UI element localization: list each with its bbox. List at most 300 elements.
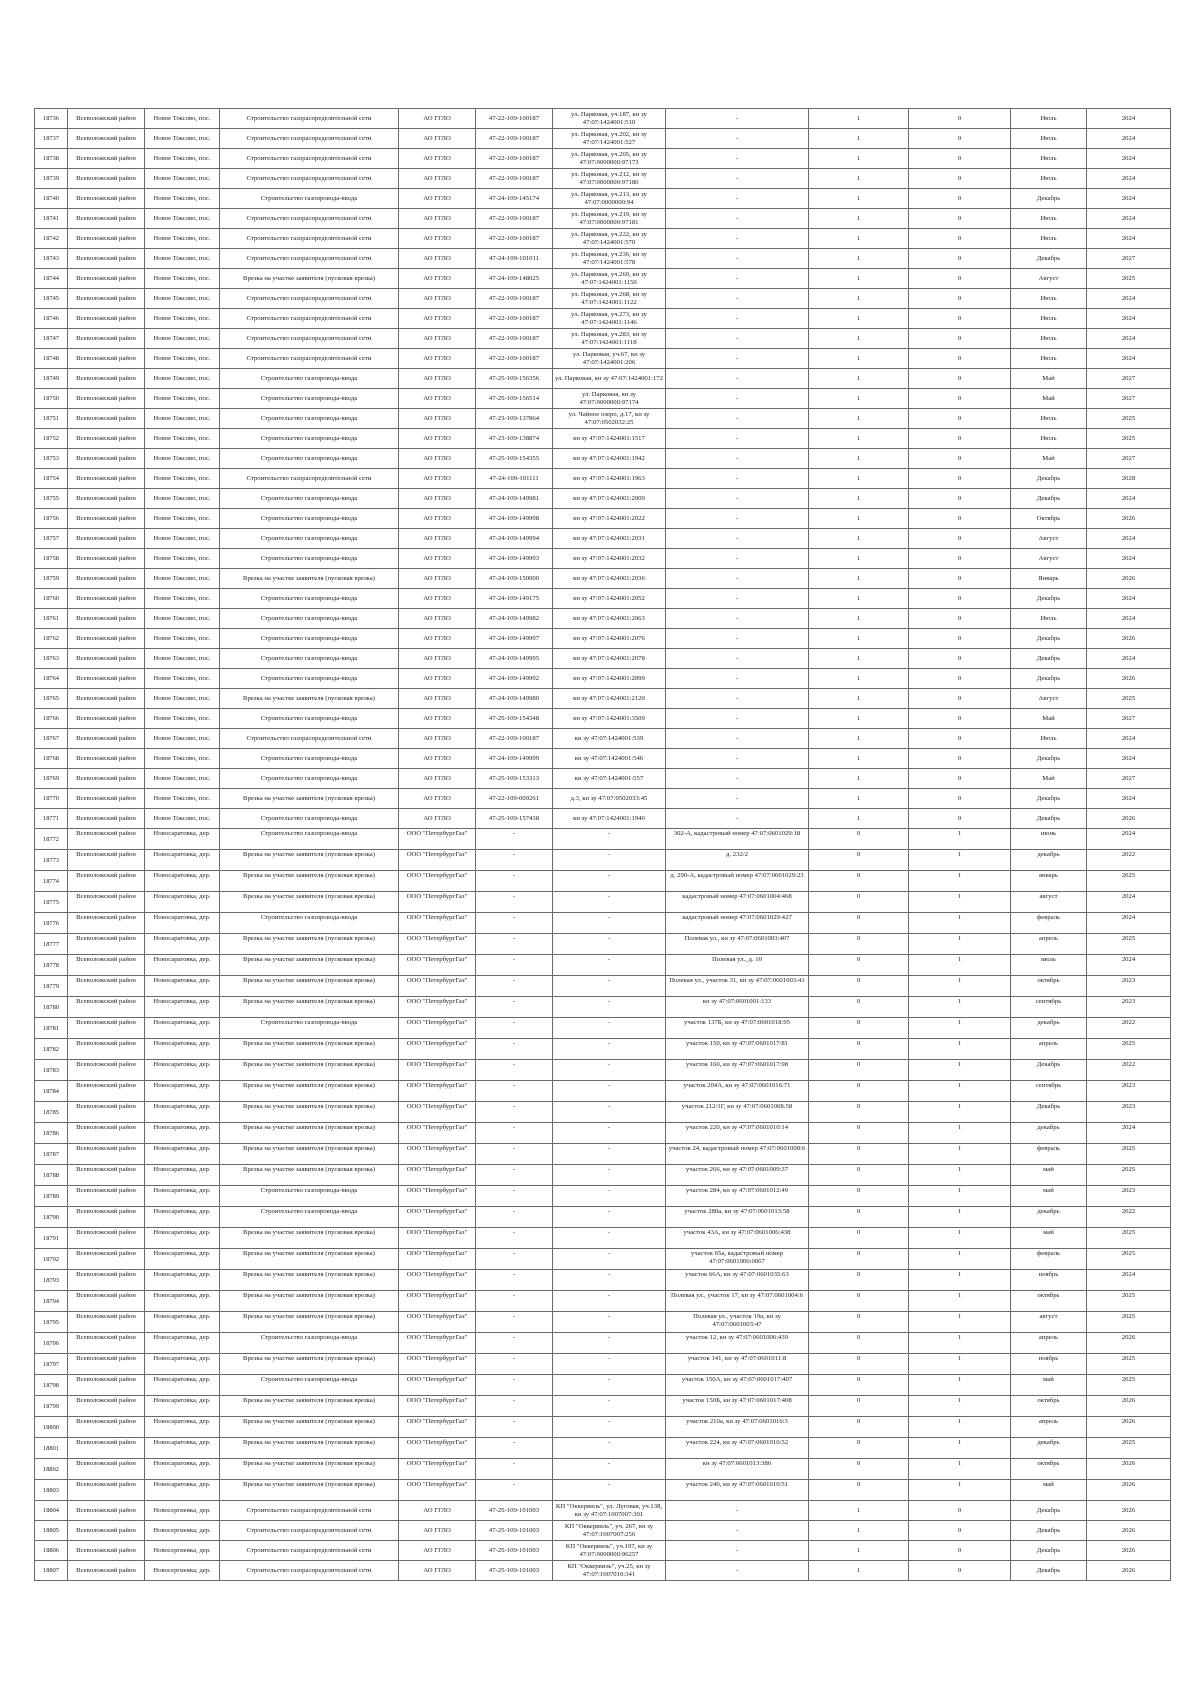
cell-application-number: - xyxy=(476,1228,553,1249)
cell-settlement: Новое Токсово, пос. xyxy=(145,809,220,829)
cell-district: Всеволожский район xyxy=(68,609,145,629)
cell-cadastral-address: участок 150Б, кн зу 47:07:0601017:408 xyxy=(666,1396,809,1417)
cell-count-a: 0 xyxy=(809,1144,909,1165)
cell-cadastral-address: участок 66А, кн зу 47:07:0601035:63 xyxy=(666,1270,809,1291)
cell-organization: АО ГГЛО xyxy=(399,209,476,229)
table-row xyxy=(35,1480,1171,1501)
cell-organization: АО ГГЛО xyxy=(399,449,476,469)
cell-application-number: - xyxy=(476,1207,553,1228)
cell-year: 2022 xyxy=(1087,1060,1171,1081)
table-row xyxy=(35,913,1171,934)
cell-month: Декабрь xyxy=(1011,789,1087,809)
cell-year: 2024 xyxy=(1087,609,1171,629)
table-row xyxy=(35,1144,1171,1165)
table-row xyxy=(35,609,1171,629)
cell-cadastral-address: - xyxy=(666,789,809,809)
cell-row-number: 18746 xyxy=(35,309,68,329)
cell-organization: АО ГГЛО xyxy=(399,729,476,749)
cell-count-a: 0 xyxy=(809,1102,909,1123)
table-row xyxy=(35,549,1171,569)
cell-work-type: Строительство газораспределительной сети xyxy=(220,229,399,249)
cell-count-b: 1 xyxy=(909,1459,1011,1480)
cell-district: Всеволожский район xyxy=(68,1417,145,1438)
cell-month: декабрь xyxy=(1011,1018,1087,1039)
table-row xyxy=(35,1354,1171,1375)
cell-organization: АО ГГЛО xyxy=(399,409,476,429)
cell-settlement: Новое Токсово, пос. xyxy=(145,329,220,349)
cell-month: май xyxy=(1011,1375,1087,1396)
cell-settlement: Новое Токсово, пос. xyxy=(145,789,220,809)
cell-application-number: - xyxy=(476,1081,553,1102)
cell-year: 2026 xyxy=(1087,669,1171,689)
cell-month: Январь xyxy=(1011,569,1087,589)
cell-year: 2022 xyxy=(1087,1018,1171,1039)
cell-row-number: 18760 xyxy=(35,589,68,609)
cell-work-type: Врезка на участке заявителя (пусковая врезка) xyxy=(220,1228,399,1249)
cell-year: 2026 xyxy=(1087,1541,1171,1561)
cell-address: кн зу 47:07:1424001:546 xyxy=(553,749,666,769)
cell-address: кн зу 47:07:1424001:3509 xyxy=(553,709,666,729)
cell-organization: ООО "ПетербургГаз" xyxy=(399,1186,476,1207)
cell-count-a: 0 xyxy=(809,1186,909,1207)
cell-month: август xyxy=(1011,892,1087,913)
cell-district: Всеволожский район xyxy=(68,309,145,329)
cell-month: ноябрь xyxy=(1011,1270,1087,1291)
cell-work-type: Строительство газораспределительной сети xyxy=(220,289,399,309)
cell-count-a: 1 xyxy=(809,329,909,349)
cell-cadastral-address: кн зу 47:07:0601001:133 xyxy=(666,997,809,1018)
cell-district: Всеволожский район xyxy=(68,649,145,669)
cell-application-number: 47-22-109-100187 xyxy=(476,329,553,349)
cell-district: Всеволожский район xyxy=(68,369,145,389)
cell-district: Всеволожский район xyxy=(68,229,145,249)
cell-application-number: 47-22-109-100187 xyxy=(476,109,553,129)
cell-count-b: 0 xyxy=(909,349,1011,369)
cell-cadastral-address: - xyxy=(666,469,809,489)
cell-settlement: Новое Токсово, пос. xyxy=(145,489,220,509)
table-row xyxy=(35,729,1171,749)
cell-address: ул. Парковая, уч.219, кн зу 47:07:0000000:97181 xyxy=(553,209,666,229)
cell-count-a: 0 xyxy=(809,1249,909,1270)
table-row xyxy=(35,329,1171,349)
cell-cadastral-address: - xyxy=(666,549,809,569)
cell-application-number: 47-25-109-153313 xyxy=(476,769,553,789)
cell-work-type: Строительство газопровода-ввода xyxy=(220,1375,399,1396)
cell-settlement: Новое Токсово, пос. xyxy=(145,709,220,729)
cell-cadastral-address: 302-А, кадастровый номер 47:07:0601029:18 xyxy=(666,829,809,850)
cell-month: апрель xyxy=(1011,1333,1087,1354)
cell-district: Всеволожский район xyxy=(68,209,145,229)
cell-count-a: 1 xyxy=(809,409,909,429)
cell-month: Декабрь xyxy=(1011,1501,1087,1521)
cell-month: Декабрь xyxy=(1011,749,1087,769)
cell-cadastral-address: - xyxy=(666,1541,809,1561)
cell-row-number: 18750 xyxy=(35,389,68,409)
cell-month: январь xyxy=(1011,871,1087,892)
cell-cadastral-address: - xyxy=(666,729,809,749)
cell-organization: АО ГГЛО xyxy=(399,509,476,529)
cell-row-number: 18753 xyxy=(35,449,68,469)
cell-district: Всеволожский район xyxy=(68,1270,145,1291)
cell-organization: АО ГГЛО xyxy=(399,109,476,129)
cell-application-number: 47-24-109-149992 xyxy=(476,669,553,689)
cell-organization: ООО "ПетербургГаз" xyxy=(399,934,476,955)
cell-application-number: - xyxy=(476,1144,553,1165)
cell-settlement: Новосаратовка, дер. xyxy=(145,1438,220,1459)
cell-cadastral-address: кадастровый номер 47:07:0601004:468 xyxy=(666,892,809,913)
cell-district: Всеволожский район xyxy=(68,1249,145,1270)
table-row xyxy=(35,829,1171,850)
cell-organization: ООО "ПетербургГаз" xyxy=(399,1396,476,1417)
cell-work-type: Врезка на участке заявителя (пусковая врезка) xyxy=(220,1270,399,1291)
cell-count-b: 1 xyxy=(909,1186,1011,1207)
cell-settlement: Новосаратовка, дер. xyxy=(145,1165,220,1186)
table-row xyxy=(35,1249,1171,1270)
cell-settlement: Новое Токсово, пос. xyxy=(145,529,220,549)
cell-cadastral-address: - xyxy=(666,649,809,669)
cell-year: 2025 xyxy=(1087,1291,1171,1312)
cell-application-number: 47-25-109-154355 xyxy=(476,449,553,469)
cell-month: Декабрь xyxy=(1011,669,1087,689)
cell-row-number: 18794 xyxy=(35,1291,68,1312)
cell-count-b: 0 xyxy=(909,649,1011,669)
cell-cadastral-address: - xyxy=(666,569,809,589)
cell-month: Июль xyxy=(1011,609,1087,629)
cell-settlement: Новосаратовка, дер. xyxy=(145,892,220,913)
cell-row-number: 18786 xyxy=(35,1123,68,1144)
table-row xyxy=(35,850,1171,871)
cell-year: 2028 xyxy=(1087,469,1171,489)
cell-count-a: 1 xyxy=(809,629,909,649)
cell-count-a: 0 xyxy=(809,1018,909,1039)
cell-count-b: 0 xyxy=(909,549,1011,569)
cell-organization: АО ГГЛО xyxy=(399,1541,476,1561)
cell-count-b: 1 xyxy=(909,934,1011,955)
table-row xyxy=(35,629,1171,649)
cell-count-a: 1 xyxy=(809,529,909,549)
cell-address: - xyxy=(553,1123,666,1144)
cell-work-type: Строительство газопровода-ввода xyxy=(220,749,399,769)
cell-count-a: 0 xyxy=(809,1207,909,1228)
cell-row-number: 18791 xyxy=(35,1228,68,1249)
cell-cadastral-address: Полевая ул., участок 17, кн зу 47:07:0601004:6 xyxy=(666,1291,809,1312)
cell-row-number: 18783 xyxy=(35,1060,68,1081)
cell-count-b: 1 xyxy=(909,1270,1011,1291)
cell-month: Июль xyxy=(1011,229,1087,249)
cell-address: ул. Парковая, кн зу 47:07:0000000:97174 xyxy=(553,389,666,409)
cell-district: Всеволожский район xyxy=(68,469,145,489)
cell-organization: ООО "ПетербургГаз" xyxy=(399,1249,476,1270)
cell-count-b: 1 xyxy=(909,1396,1011,1417)
cell-district: Всеволожский район xyxy=(68,1459,145,1480)
cell-month: Декабрь xyxy=(1011,249,1087,269)
cell-work-type: Строительство газопровода-ввода xyxy=(220,589,399,609)
cell-settlement: Новосаратовка, дер. xyxy=(145,829,220,850)
cell-settlement: Новосаратовка, дер. xyxy=(145,1039,220,1060)
cell-month: Декабрь xyxy=(1011,629,1087,649)
cell-district: Всеволожский район xyxy=(68,1081,145,1102)
cell-row-number: 18803 xyxy=(35,1480,68,1501)
table-row xyxy=(35,1270,1171,1291)
cell-count-a: 1 xyxy=(809,429,909,449)
cell-cadastral-address: - xyxy=(666,289,809,309)
cell-address: кн зу 47:07:1424001:539 xyxy=(553,729,666,749)
cell-application-number: 47-22-109-009261 xyxy=(476,789,553,809)
cell-month: декабрь xyxy=(1011,1207,1087,1228)
cell-address: - xyxy=(553,955,666,976)
cell-cadastral-address: участок 43А, кн зу 47:07:0601006:438 xyxy=(666,1228,809,1249)
cell-application-number: - xyxy=(476,1354,553,1375)
table-row xyxy=(35,976,1171,997)
cell-work-type: Строительство газопровода-ввода xyxy=(220,1207,399,1228)
cell-organization: АО ГГЛО xyxy=(399,569,476,589)
cell-work-type: Врезка на участке заявителя (пусковая врезка) xyxy=(220,1249,399,1270)
cell-settlement: Новосергиевка, дер. xyxy=(145,1521,220,1541)
cell-year: 2023 xyxy=(1087,1186,1171,1207)
cell-count-a: 1 xyxy=(809,509,909,529)
cell-district: Всеволожский район xyxy=(68,1501,145,1521)
cell-work-type: Строительство газопровода-ввода xyxy=(220,809,399,829)
cell-row-number: 18795 xyxy=(35,1312,68,1333)
table-row xyxy=(35,1333,1171,1354)
cell-count-a: 0 xyxy=(809,1417,909,1438)
cell-count-a: 1 xyxy=(809,669,909,689)
cell-cadastral-address: - xyxy=(666,109,809,129)
cell-row-number: 18798 xyxy=(35,1375,68,1396)
cell-district: Всеволожский район xyxy=(68,109,145,129)
cell-month: май xyxy=(1011,1228,1087,1249)
cell-address: кн зу 47:07:1424001:2063 xyxy=(553,609,666,629)
cell-month: Июль xyxy=(1011,729,1087,749)
cell-application-number: 47-22-109-100187 xyxy=(476,149,553,169)
cell-cadastral-address: Полевая ул., д. 10 xyxy=(666,955,809,976)
cell-count-a: 1 xyxy=(809,709,909,729)
cell-address: кн зу 47:07:1424001:1942 xyxy=(553,449,666,469)
cell-count-a: 1 xyxy=(809,389,909,409)
cell-settlement: Новосергиевка, дер. xyxy=(145,1501,220,1521)
table-row xyxy=(35,269,1171,289)
cell-count-b: 0 xyxy=(909,189,1011,209)
cell-settlement: Новое Токсово, пос. xyxy=(145,589,220,609)
cell-application-number: 47-24-109-101111 xyxy=(476,469,553,489)
cell-organization: АО ГГЛО xyxy=(399,309,476,329)
cell-year: 2024 xyxy=(1087,1270,1171,1291)
cell-organization: АО ГГЛО xyxy=(399,1521,476,1541)
cell-year: 2024 xyxy=(1087,913,1171,934)
cell-work-type: Врезка на участке заявителя (пусковая врезка) xyxy=(220,1123,399,1144)
cell-count-a: 0 xyxy=(809,1396,909,1417)
cell-address: КП "Оккервиль", ул. Луговая, уч.138, кн зу 47:07:1007007:301 xyxy=(553,1501,666,1521)
cell-month: Октябрь xyxy=(1011,509,1087,529)
cell-settlement: Новосаратовка, дер. xyxy=(145,850,220,871)
table-row xyxy=(35,1186,1171,1207)
cell-work-type: Врезка на участке заявителя (пусковая врезка) xyxy=(220,1060,399,1081)
cell-address: - xyxy=(553,1354,666,1375)
cell-count-b: 0 xyxy=(909,789,1011,809)
cell-year: 2024 xyxy=(1087,209,1171,229)
cell-count-a: 0 xyxy=(809,1312,909,1333)
cell-settlement: Новосаратовка, дер. xyxy=(145,1102,220,1123)
cell-count-a: 1 xyxy=(809,469,909,489)
cell-address: - xyxy=(553,976,666,997)
cell-organization: ООО "ПетербургГаз" xyxy=(399,997,476,1018)
cell-district: Всеволожский район xyxy=(68,892,145,913)
cell-district: Всеволожский район xyxy=(68,1165,145,1186)
cell-cadastral-address: участок 150, кн зу 47:07:0601017:81 xyxy=(666,1039,809,1060)
cell-row-number: 18799 xyxy=(35,1396,68,1417)
cell-settlement: Новое Токсово, пос. xyxy=(145,769,220,789)
cell-row-number: 18765 xyxy=(35,689,68,709)
cell-cadastral-address: - xyxy=(666,309,809,329)
table-row xyxy=(35,892,1171,913)
cell-district: Всеволожский район xyxy=(68,1521,145,1541)
cell-year: 2024 xyxy=(1087,549,1171,569)
cell-settlement: Новое Токсово, пос. xyxy=(145,409,220,429)
cell-district: Всеволожский район xyxy=(68,449,145,469)
table-row xyxy=(35,369,1171,389)
cell-count-a: 1 xyxy=(809,609,909,629)
cell-cadastral-address: - xyxy=(666,589,809,609)
cell-address: - xyxy=(553,1375,666,1396)
table-row xyxy=(35,1459,1171,1480)
table-body xyxy=(35,109,1171,1581)
cell-application-number: - xyxy=(476,1480,553,1501)
cell-count-b: 0 xyxy=(909,749,1011,769)
cell-row-number: 18804 xyxy=(35,1501,68,1521)
table-row xyxy=(35,749,1171,769)
cell-application-number: - xyxy=(476,1396,553,1417)
cell-year: 2026 xyxy=(1087,569,1171,589)
cell-count-b: 1 xyxy=(909,1102,1011,1123)
table-row xyxy=(35,1060,1171,1081)
table-row xyxy=(35,389,1171,409)
cell-count-b: 1 xyxy=(909,1144,1011,1165)
cell-count-a: 1 xyxy=(809,729,909,749)
cell-settlement: Новосаратовка, дер. xyxy=(145,1123,220,1144)
cell-row-number: 18790 xyxy=(35,1207,68,1228)
cell-work-type: Врезка на участке заявителя (пусковая врезка) xyxy=(220,892,399,913)
cell-count-b: 1 xyxy=(909,1438,1011,1459)
cell-month: февраль xyxy=(1011,913,1087,934)
cell-application-number: - xyxy=(476,955,553,976)
cell-count-b: 1 xyxy=(909,1480,1011,1501)
cell-settlement: Новое Токсово, пос. xyxy=(145,149,220,169)
cell-settlement: Новое Токсово, пос. xyxy=(145,209,220,229)
cell-settlement: Новосаратовка, дер. xyxy=(145,976,220,997)
table-row xyxy=(35,209,1171,229)
cell-application-number: 47-25-109-156514 xyxy=(476,389,553,409)
cell-month: Июль xyxy=(1011,329,1087,349)
table-row xyxy=(35,997,1171,1018)
cell-count-b: 0 xyxy=(909,509,1011,529)
cell-year: 2026 xyxy=(1087,1501,1171,1521)
cell-application-number: - xyxy=(476,1102,553,1123)
cell-row-number: 18805 xyxy=(35,1521,68,1541)
cell-application-number: 47-25-109-157438 xyxy=(476,809,553,829)
cell-cadastral-address: участок 204А, кн зу 47:07:0601016:71 xyxy=(666,1081,809,1102)
cell-month: октябрь xyxy=(1011,1396,1087,1417)
cell-settlement: Новое Токсово, пос. xyxy=(145,609,220,629)
table-row xyxy=(35,1102,1171,1123)
cell-settlement: Новое Токсово, пос. xyxy=(145,669,220,689)
cell-row-number: 18752 xyxy=(35,429,68,449)
cell-cadastral-address: - xyxy=(666,389,809,409)
cell-address: ул. Чайное озеро, д.17, кн зу 47:07:0502032:25 xyxy=(553,409,666,429)
cell-cadastral-address: Полевая ул., участок 31, кн зу 47:07:0601003:41 xyxy=(666,976,809,997)
cell-count-a: 1 xyxy=(809,309,909,329)
cell-address: - xyxy=(553,997,666,1018)
cell-count-b: 0 xyxy=(909,809,1011,829)
table-row xyxy=(35,1207,1171,1228)
cell-application-number: 47-24-109-149980 xyxy=(476,689,553,709)
cell-row-number: 18771 xyxy=(35,809,68,829)
cell-cadastral-address: - xyxy=(666,369,809,389)
cell-work-type: Строительство газопровода-ввода xyxy=(220,829,399,850)
cell-row-number: 18781 xyxy=(35,1018,68,1039)
cell-count-a: 0 xyxy=(809,1438,909,1459)
cell-application-number: - xyxy=(476,1018,553,1039)
cell-year: 2023 xyxy=(1087,997,1171,1018)
cell-address: кн зу 47:07:1424001:1963 xyxy=(553,469,666,489)
cell-application-number: 47-24-109-149981 xyxy=(476,489,553,509)
cell-count-a: 1 xyxy=(809,1521,909,1541)
cell-work-type: Строительство газораспределительной сети xyxy=(220,1561,399,1581)
cell-district: Всеволожский район xyxy=(68,1333,145,1354)
cell-count-b: 1 xyxy=(909,1039,1011,1060)
cell-address: кн зу 47:07:1424001:2099 xyxy=(553,669,666,689)
cell-count-b: 0 xyxy=(909,609,1011,629)
cell-district: Всеволожский район xyxy=(68,529,145,549)
cell-count-a: 0 xyxy=(809,1165,909,1186)
cell-organization: ООО "ПетербургГаз" xyxy=(399,1375,476,1396)
cell-address: - xyxy=(553,1039,666,1060)
cell-month: май xyxy=(1011,1186,1087,1207)
cell-organization: ООО "ПетербургГаз" xyxy=(399,1312,476,1333)
cell-row-number: 18748 xyxy=(35,349,68,369)
cell-work-type: Врезка на участке заявителя (пусковая врезка) xyxy=(220,1417,399,1438)
cell-work-type: Строительство газопровода-ввода xyxy=(220,1018,399,1039)
cell-year: 2025 xyxy=(1087,1249,1171,1270)
cell-row-number: 18761 xyxy=(35,609,68,629)
cell-settlement: Новосаратовка, дер. xyxy=(145,1375,220,1396)
table-row xyxy=(35,309,1171,329)
cell-settlement: Новосаратовка, дер. xyxy=(145,1291,220,1312)
cell-address: - xyxy=(553,913,666,934)
cell-row-number: 18789 xyxy=(35,1186,68,1207)
cell-settlement: Новосаратовка, дер. xyxy=(145,1459,220,1480)
cell-count-b: 1 xyxy=(909,850,1011,871)
cell-work-type: Врезка на участке заявителя (пусковая врезка) xyxy=(220,1165,399,1186)
cell-district: Всеволожский район xyxy=(68,829,145,850)
cell-address: ул. Парковая, уч.222, кн зу 47:07:1424001:570 xyxy=(553,229,666,249)
cell-settlement: Новое Токсово, пос. xyxy=(145,269,220,289)
cell-month: апрель xyxy=(1011,1417,1087,1438)
cell-work-type: Строительство газопровода-ввода xyxy=(220,629,399,649)
cell-cadastral-address: кн зу 47:07:0601013:386 xyxy=(666,1459,809,1480)
cell-count-a: 1 xyxy=(809,809,909,829)
cell-work-type: Врезка на участке заявителя (пусковая врезка) xyxy=(220,871,399,892)
cell-count-b: 0 xyxy=(909,109,1011,129)
cell-month: Декабрь xyxy=(1011,469,1087,489)
cell-settlement: Новое Токсово, пос. xyxy=(145,309,220,329)
cell-cadastral-address: - xyxy=(666,489,809,509)
cell-work-type: Врезка на участке заявителя (пусковая врезка) xyxy=(220,934,399,955)
cell-row-number: 18738 xyxy=(35,149,68,169)
table-row xyxy=(35,189,1171,209)
cell-district: Всеволожский район xyxy=(68,871,145,892)
cell-work-type: Строительство газораспределительной сети xyxy=(220,1541,399,1561)
cell-month: Июль xyxy=(1011,409,1087,429)
